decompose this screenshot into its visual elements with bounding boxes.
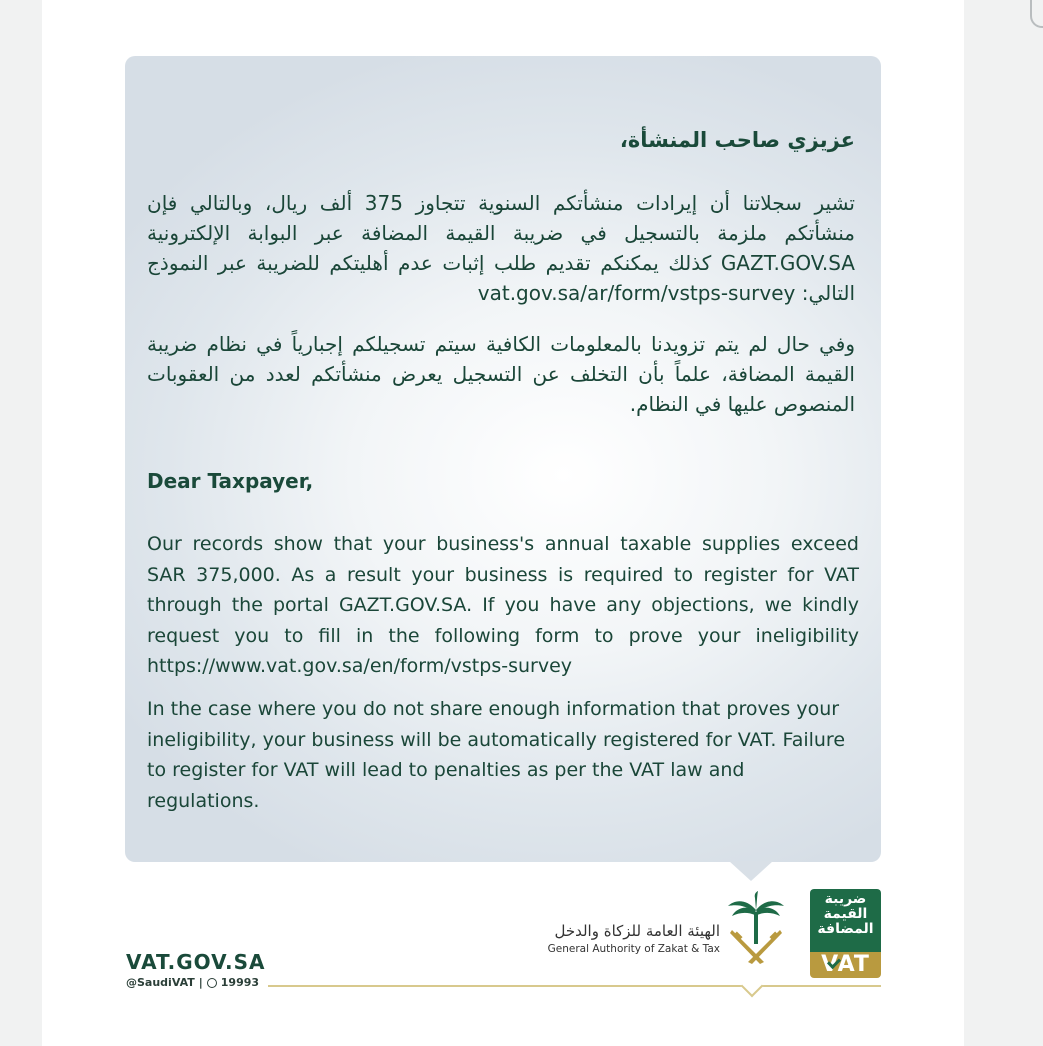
english-paragraph-2: In the case where you do not share enough information that proves your ineligibility, your business will be automatically registered for VAT. Failure to register for VAT will lead to penalties as per the VAT law and regulations. [147,698,846,812]
english-paragraph-1: Our records show that your business's annual taxable supplies exceed SAR 375,000. As a result your business is required to register for VAT through the portal GAZT.GOV.SA. If you have any objections, we kindly request you to fill in the following form to prove your ineligibility https://www.vat.gov.sa/en/form/vstps-survey [147,533,859,677]
authority-name-english: General Authority of Zakat & Tax [547,943,720,955]
vat-logo-word-band [810,952,881,978]
phone-icon [207,978,217,988]
footer-divider [268,985,881,987]
arabic-paragraph-1: تشير سجلاتنا أن إيرادات منشأتكم السنوية تتجاوز 375 ألف ريال، وبالتالي فإن منشأتكم ملزمة بالتسجيل في ضريبة القيمة المضافة عبر البوابة الإلكترونية GAZT.GOV.SA كذلك يمكنكم تقديم طلب إثبات عدم أهليتكم للضريبة عبر النموذج التالي: vat.gov.sa/ar/form/vstps-survey [147,191,856,305]
social-contact [126,976,259,989]
vat-logo-word: VAT [821,952,870,977]
vat-logo-line-1: ضريبة [824,891,867,907]
vat-logo [810,889,881,978]
vat-logo-line-3: المضافة [817,921,874,937]
arabic-paragraph-2: وفي حال لم يتم تزويدنا بالمعلومات الكافية سيتم تسجيلكم إجبارياً في نظام ضريبة القيمة المضافة، علماً بأن التخلف عن التسجيل يعرض منشأتكم لعدد من العقوبات المنصوص عليها في النظام. [147,332,855,416]
palm-swords-logo-icon [724,890,788,970]
authority-name-arabic: الهيئة العامة للزكاة والدخل [554,922,720,940]
vat-logo-line-2: القيمة [823,906,868,922]
website-label: VAT.GOV.SA [126,950,266,974]
authority-name [540,922,720,956]
separator: | [198,976,203,989]
phone-number: 19993 [220,976,260,989]
card-speech-tail [729,861,773,881]
arabic-greeting: عزيزي صاحب المنشأة، [619,128,855,152]
page-corner-decoration [1030,0,1043,28]
vat-logo-arabic [810,889,881,952]
notice-card [125,56,881,862]
english-greeting: Dear Taxpayer, [147,469,314,493]
twitter-handle: @SaudiVAT [126,976,195,989]
